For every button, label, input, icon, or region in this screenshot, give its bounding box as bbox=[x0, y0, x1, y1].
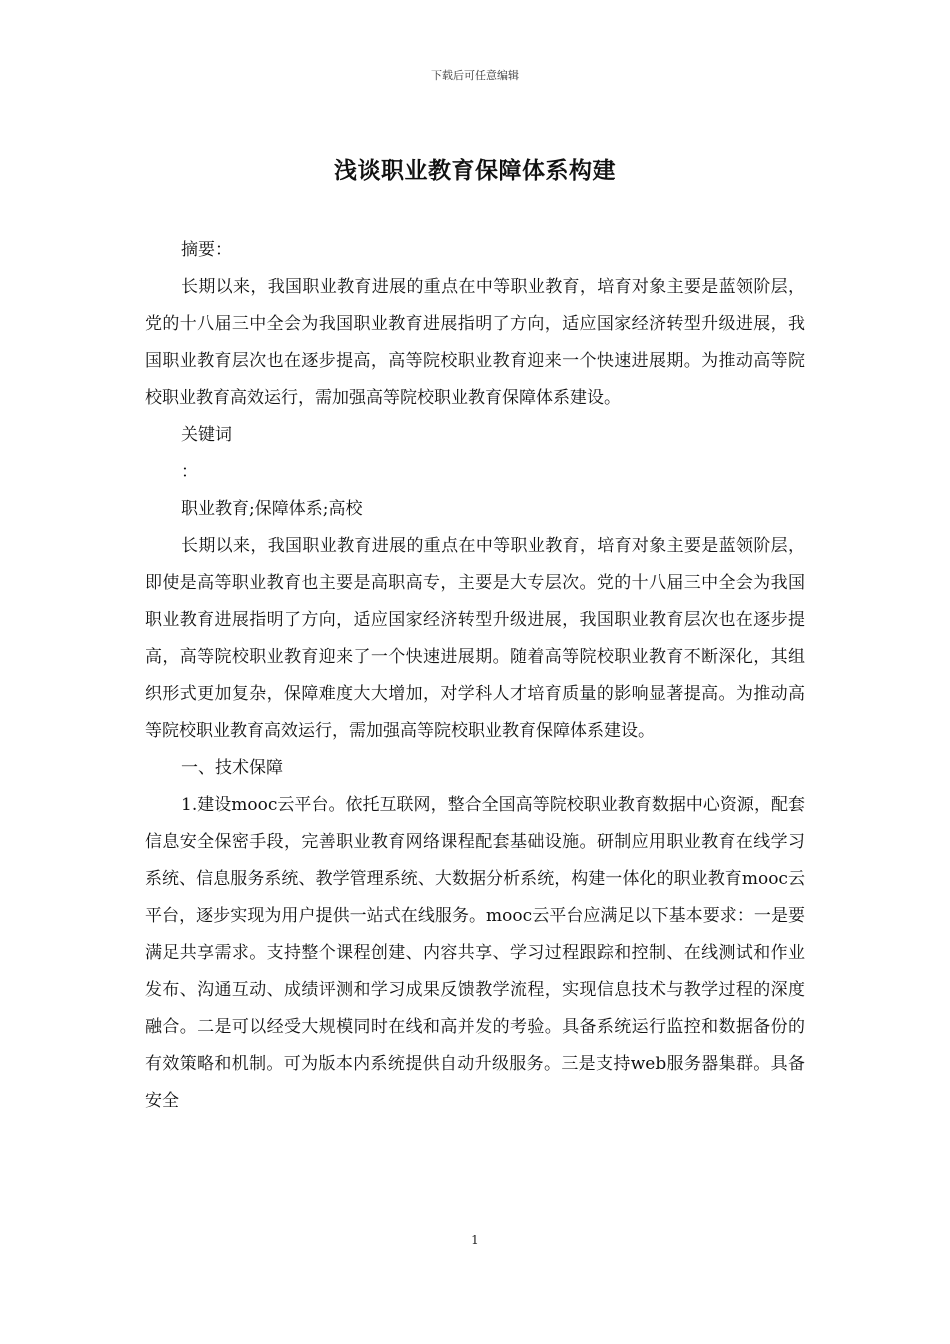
page-number: 1 bbox=[471, 1233, 479, 1247]
keywords-list: 职业教育;保障体系;高校 bbox=[181, 499, 363, 519]
abstract-label: 摘要： bbox=[181, 240, 232, 260]
keywords-colon: ： bbox=[181, 462, 198, 482]
section-paragraph: 1.建设mooc云平台。依托互联网，整合全国高等院校职业教育数据中心资源，配套信息安全保密手段，完善职业教育网络课程配套基础设施。研制应用职业教育在线学习系统、信息服务系统、教学管理系统、大数据分析系统，构建一体化的职业教育mooc云平台，逐步实现为用户提供一站式在线服务。mooc云平台应满足以下基本要求：一是要满足共享需求。支持整个课程创建、内容共享、学习过程跟踪和控制、在线测试和作业发布、沟通互动、成绩评测和学习成果反馈教学流程，实现信息技术与教学过程的深度融合。二是可以经受大规模同时在线和高并发的考验。具备系统运行监控和数据备份的有效策略和机制。可为版本内系统提供自动升级服务。三是支持web服务器集群。具备安全 bbox=[145, 795, 805, 1111]
section-heading: 一、技术保障 bbox=[181, 758, 283, 778]
intro-paragraph: 长期以来，我国职业教育进展的重点在中等职业教育，培育对象主要是蓝领阶层，即使是高等职业教育也主要是高职高专，主要是大专层次。党的十八届三中全会为我国职业教育进展指明了方向，适应国家经济转型升级进展，我国职业教育层次也在逐步提高，高等院校职业教育迎来了一个快速进展期。随着高等院校职业教育不断深化，其组织形式更加复杂，保障难度大大增加，对学科人才培育质量的影响显著提高。为推动高等院校职业教育高效运行，需加强高等院校职业教育保障体系建设。 bbox=[145, 536, 805, 741]
document-title: 浅谈职业教育保障体系构建 bbox=[334, 157, 616, 184]
header-note: 下载后可任意编辑 bbox=[431, 69, 519, 82]
abstract-paragraph: 长期以来，我国职业教育进展的重点在中等职业教育，培育对象主要是蓝领阶层，党的十八届三中全会为我国职业教育进展指明了方向，适应国家经济转型升级进展，我国职业教育层次也在逐步提高，高等院校职业教育迎来一个快速进展期。为推动高等院校职业教育高效运行，需加强高等院校职业教育保障体系建设。 bbox=[145, 277, 805, 408]
keywords-label: 关键词 bbox=[181, 425, 232, 445]
document-body bbox=[145, 232, 805, 1120]
